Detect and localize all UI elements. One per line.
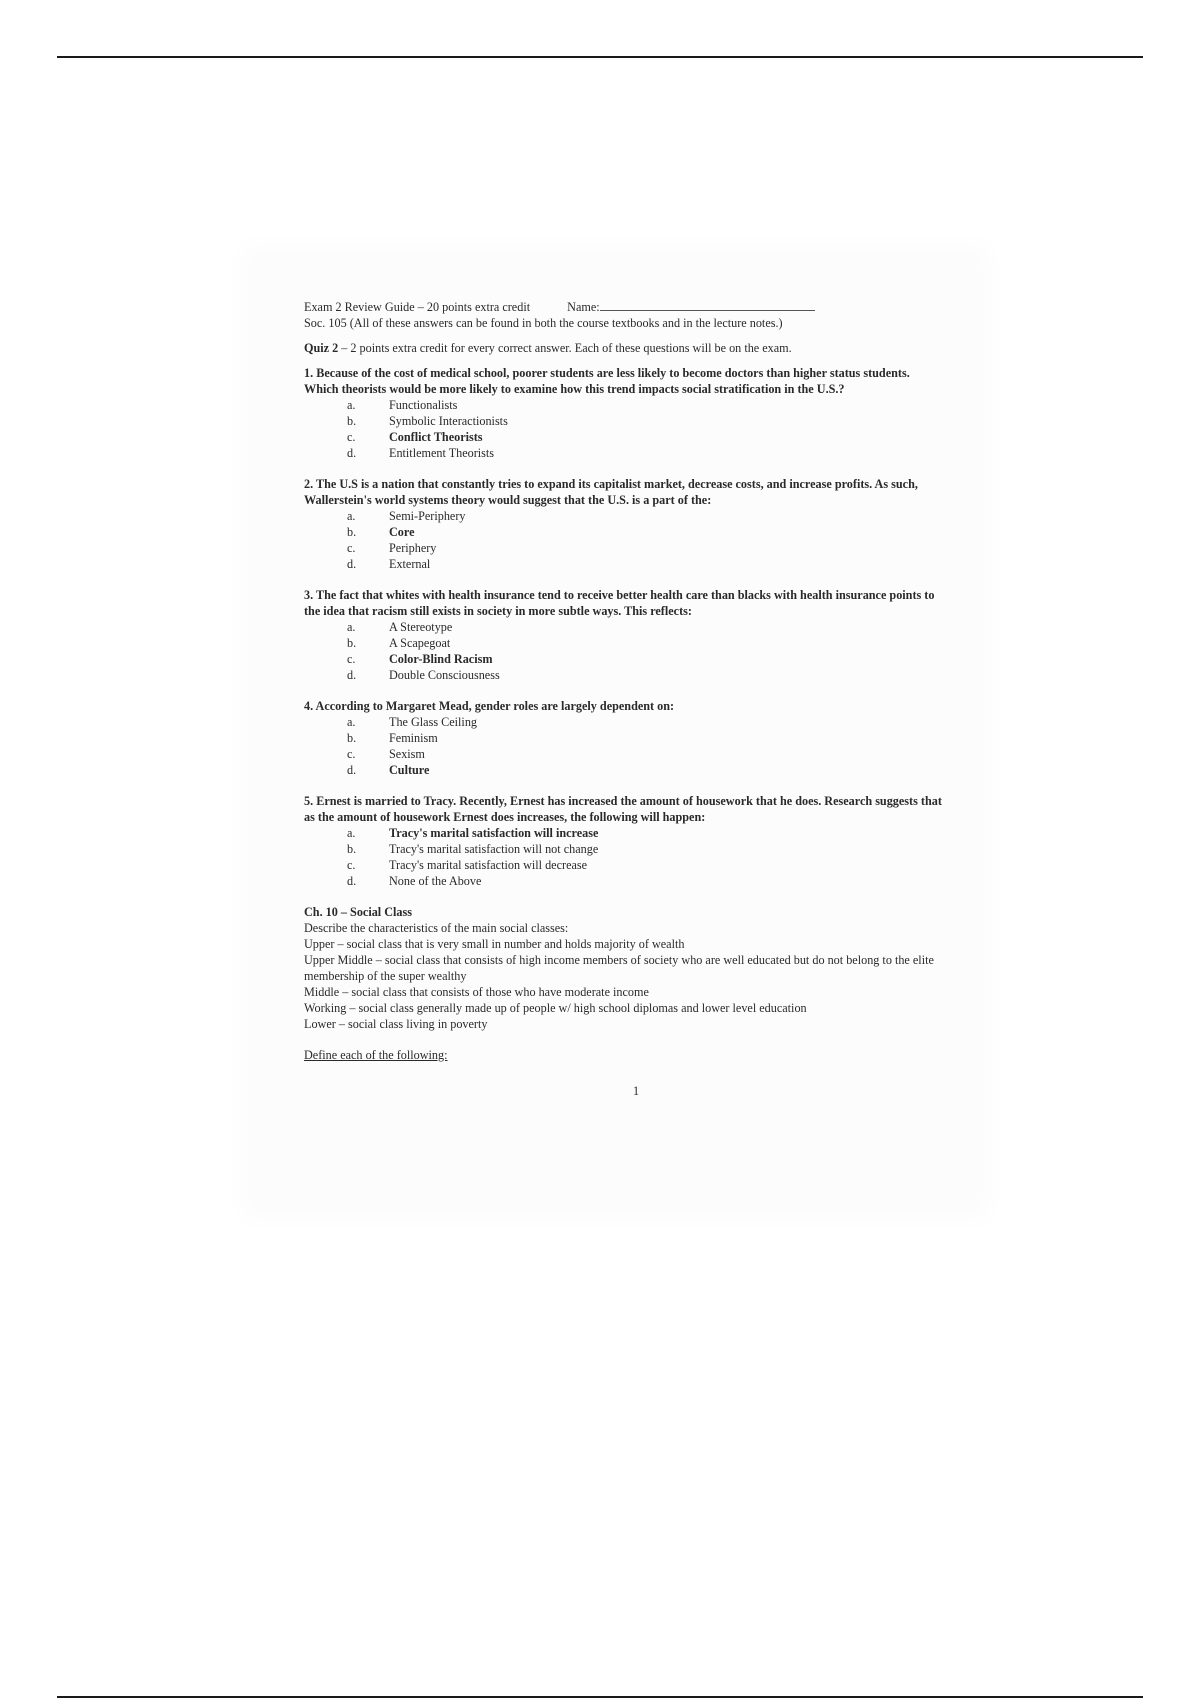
question-4: 4. According to Margaret Mead, gender roles are largely dependent on: [304, 699, 675, 713]
option-2d [347, 556, 944, 572]
class-upper: Upper – social class that is very small in number and holds majority of wealth [304, 937, 685, 951]
option-1c [347, 429, 944, 445]
option-5a [347, 825, 944, 841]
document-title: Exam 2 Review Guide – 20 points extra credit [304, 300, 531, 314]
page-number: 1 [632, 1084, 640, 1098]
option-text: Sexism [389, 747, 425, 761]
define-label: Define each of the following: [304, 1048, 448, 1062]
class-upper-middle: Upper Middle – social class that consists of high income members of society who are well educated but do not belong to the elite membership of the super wealthy [304, 953, 934, 983]
option-text: Conflict Theorists [389, 430, 483, 444]
document-page [254, 258, 977, 1206]
option-1d [347, 445, 944, 461]
option-5c [347, 857, 944, 873]
option-text: Feminism [389, 731, 438, 745]
option-text: Color-Blind Racism [389, 652, 493, 666]
question-2: 2. The U.S is a nation that constantly tries to expand its capitalist market, decrease costs, and increase profits. As such, Wallerstein's world systems theory would suggest that the U.S. is a part of the: [304, 477, 918, 507]
option-letter: a. [347, 826, 356, 840]
option-text: Culture [389, 763, 430, 777]
option-text: Semi-Periphery [389, 509, 466, 523]
question-3: 3. The fact that whites with health insurance tend to receive better health care than blacks with health insurance points to the idea that racism still exists in society in more subtle ways. This reflects: [304, 588, 935, 618]
quiz-intro-text: – 2 points extra credit for every correct answer. Each of these questions will be on the exam. [338, 341, 792, 355]
option-text: Tracy's marital satisfaction will not change [389, 842, 599, 856]
option-3a [347, 619, 944, 635]
option-letter: b. [347, 636, 357, 650]
option-letter: c. [347, 858, 356, 872]
quiz-intro [304, 340, 944, 356]
option-letter: d. [347, 557, 357, 571]
option-letter: a. [347, 620, 356, 634]
option-4c [347, 746, 944, 762]
option-letter: c. [347, 652, 356, 666]
option-letter: a. [347, 509, 356, 523]
option-letter: c. [347, 541, 356, 555]
option-letter: b. [347, 731, 357, 745]
option-letter: b. [347, 525, 357, 539]
option-text: Tracy's marital satisfaction will increase [389, 826, 599, 840]
chapter-heading: Ch. 10 – Social Class [304, 905, 413, 919]
option-2b [347, 524, 944, 540]
option-letter: c. [347, 747, 356, 761]
option-4b [347, 730, 944, 746]
option-text: None of the Above [389, 874, 482, 888]
chapter-intro: Describe the characteristics of the main social classes: [304, 921, 569, 935]
option-text: Symbolic Interactionists [389, 414, 508, 428]
option-3b [347, 635, 944, 651]
option-4a [347, 714, 944, 730]
option-text: Core [389, 525, 415, 539]
option-letter: a. [347, 398, 356, 412]
option-3c [347, 651, 944, 667]
class-lower: Lower – social class living in poverty [304, 1017, 488, 1031]
option-letter: d. [347, 668, 357, 682]
option-text: Tracy's marital satisfaction will decrease [389, 858, 588, 872]
page-content [304, 298, 944, 1099]
option-1a [347, 397, 944, 413]
option-text: Double Consciousness [389, 668, 500, 682]
question-1: 1. Because of the cost of medical school, poorer students are less likely to become doctors than higher status students. Which theorists would be more likely to examine how this trend impacts social stratification in the U.S.? [304, 366, 910, 396]
option-text: Periphery [389, 541, 437, 555]
question-5: 5. Ernest is married to Tracy. Recently, Ernest has increased the amount of housework that he does. Research suggests that as the amount of housework Ernest does increases, the following will happen: [304, 794, 942, 824]
option-5b [347, 841, 944, 857]
option-text: A Stereotype [389, 620, 453, 634]
option-letter: b. [347, 842, 357, 856]
option-text: Functionalists [389, 398, 458, 412]
option-letter: d. [347, 763, 357, 777]
class-working: Working – social class generally made up of people w/ high school diplomas and lower level education [304, 1001, 807, 1015]
option-text: The Glass Ceiling [389, 715, 478, 729]
quiz-label: Quiz 2 [304, 341, 339, 355]
option-letter: c. [347, 430, 356, 444]
name-blank [600, 298, 815, 311]
option-letter: b. [347, 414, 357, 428]
top-rule [57, 56, 1143, 58]
option-text: A Scapegoat [389, 636, 451, 650]
section-line: Soc. 105 (All of these answers can be found in both the course textbooks and in the lecture notes.) [304, 316, 783, 330]
name-label: Name: [567, 300, 600, 314]
option-letter: d. [347, 874, 357, 888]
option-2a [347, 508, 944, 524]
option-2c [347, 540, 944, 556]
option-3d [347, 667, 944, 683]
header-line [304, 298, 944, 315]
bottom-rule [57, 1696, 1143, 1698]
option-5d [347, 873, 944, 889]
option-letter: d. [347, 446, 357, 460]
class-middle: Middle – social class that consists of those who have moderate income [304, 985, 649, 999]
option-text: Entitlement Theorists [389, 446, 495, 460]
option-text: External [389, 557, 431, 571]
option-letter: a. [347, 715, 356, 729]
option-1b [347, 413, 944, 429]
option-4d [347, 762, 944, 778]
